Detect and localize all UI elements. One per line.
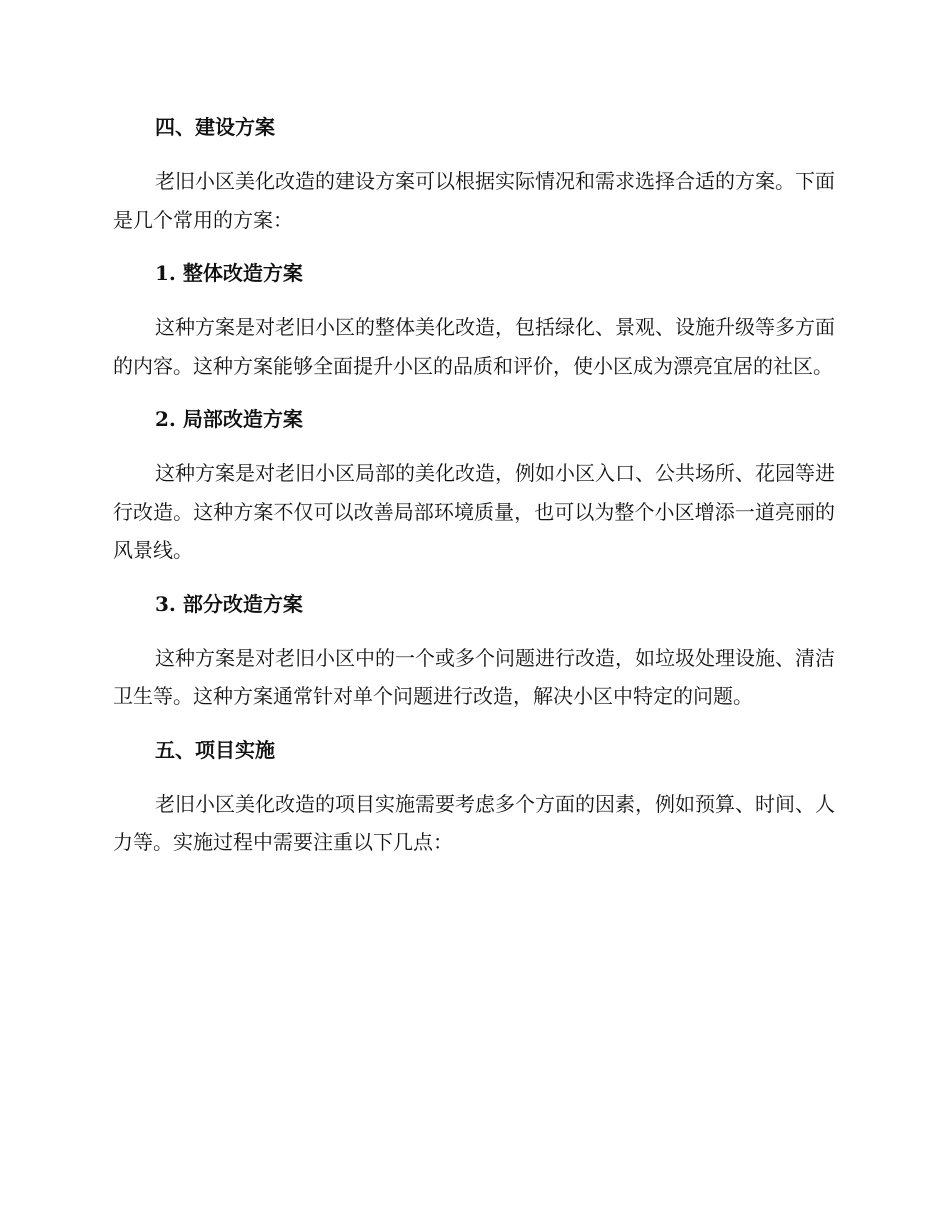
section-heading-project-implementation: 五、项目实施 [155,737,275,762]
paragraph-construction-plan-intro: 老旧小区美化改造的建设方案可以根据实际情况和需求选择合适的方案。下面是几个常用的方案： [113,169,835,232]
subheading-partial-renovation: 3. 部分改造方案 [155,591,303,616]
document-body [113,108,835,862]
subheading-overall-renovation: 1. 整体改造方案 [155,261,303,285]
paragraph-project-implementation: 老旧小区美化改造的项目实施需要考虑多个方面的因素，例如预算、时间、人力等。实施过程中需要注重以下几点： [113,791,835,854]
paragraph-overall-renovation: 这种方案是对老旧小区的整体美化改造，包括绿化、景观、设施升级等多方面的内容。这种方案能够全面提升小区的品质和评价，使小区成为漂亮宜居的社区。 [113,315,835,378]
paragraph-local-renovation: 这种方案是对老旧小区局部的美化改造，例如小区入口、公共场所、花园等进行改造。这种方案不仅可以改善局部环境质量，也可以为整个小区增添一道亮丽的风景线。 [113,461,835,562]
subheading-local-renovation: 2. 局部改造方案 [155,407,303,431]
paragraph-partial-renovation: 这种方案是对老旧小区中的一个或多个问题进行改造，如垃圾处理设施、清洁卫生等。这种方案通常针对单个问题进行改造，解决小区中特定的问题。 [113,645,835,708]
section-heading-construction-plan: 四、建设方案 [155,115,275,139]
